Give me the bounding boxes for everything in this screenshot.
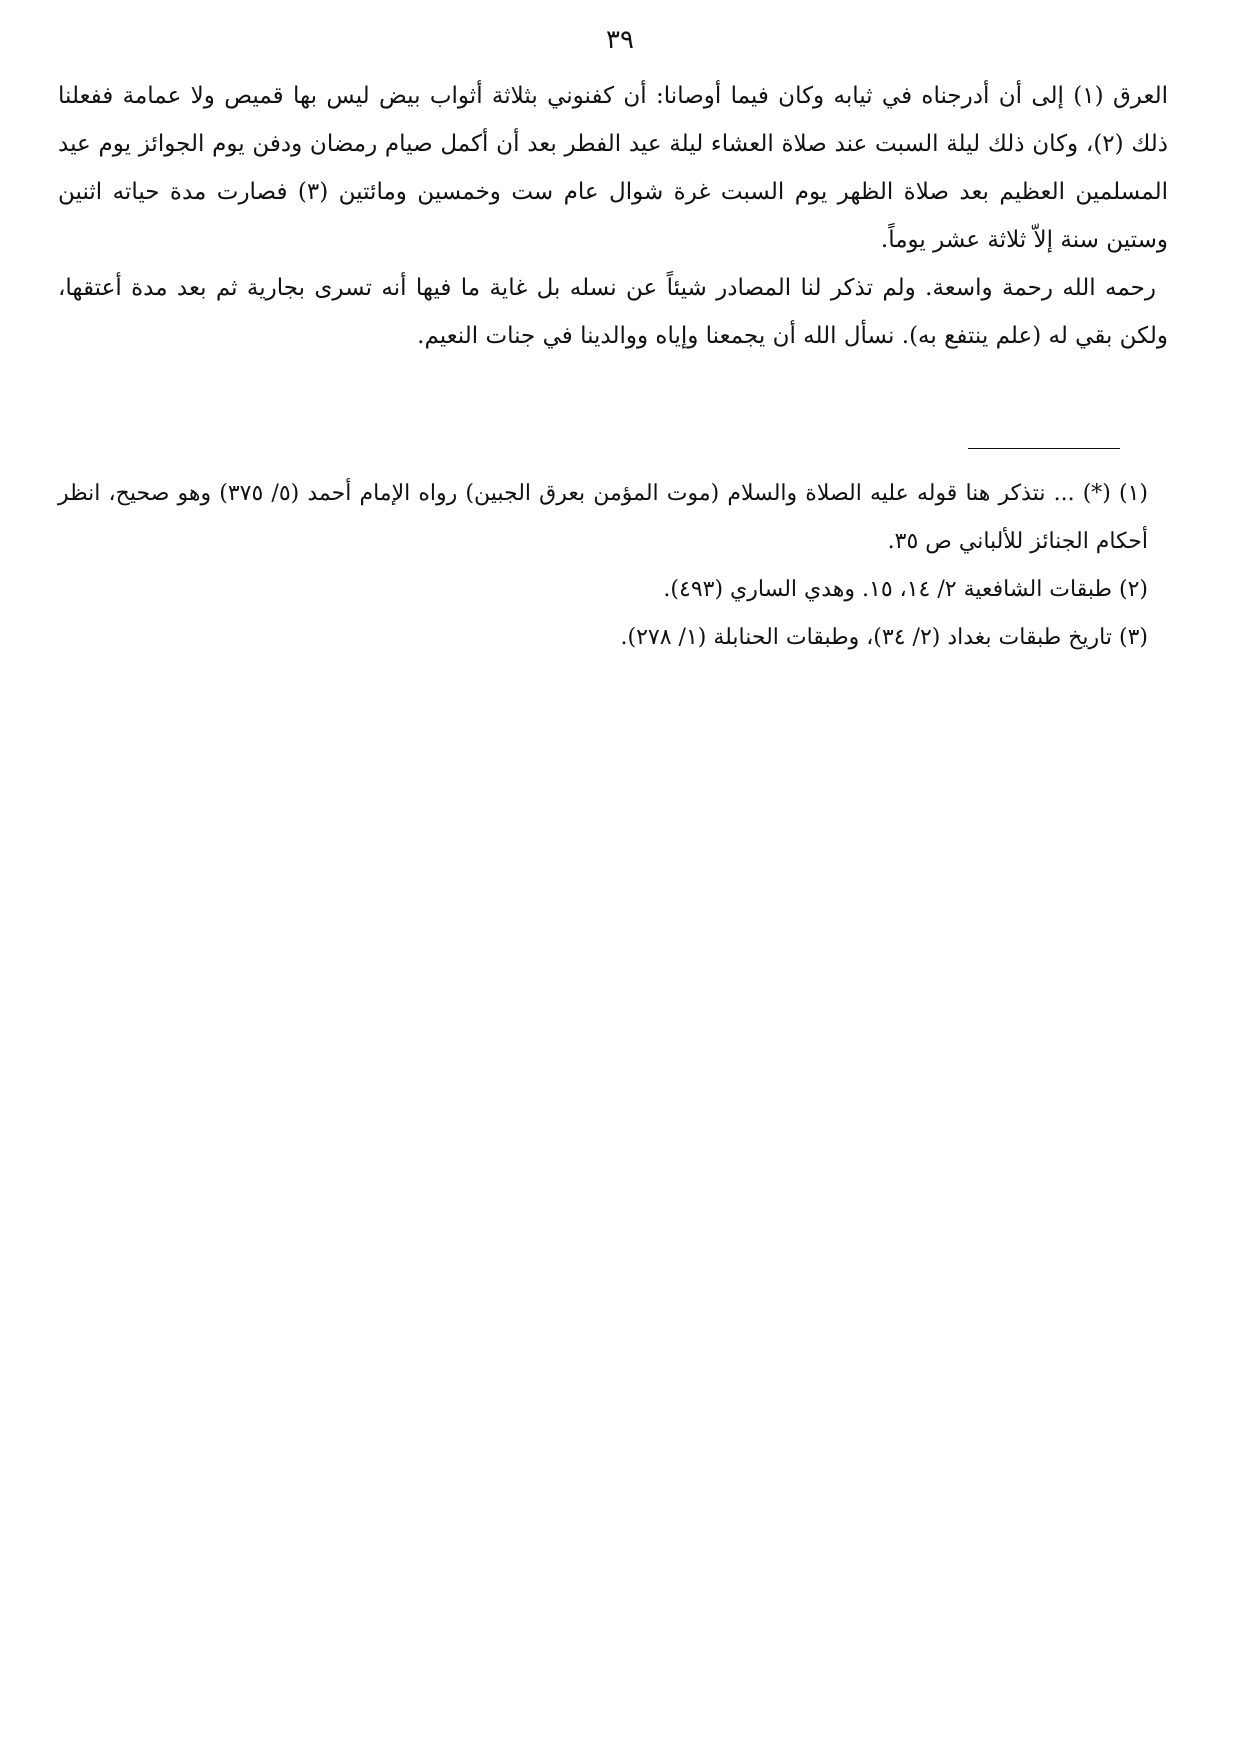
body-paragraph-1: العرق (١) إلى أن أدرجناه في ثيابه وكان فيما أوصانا: أن كفنوني بثلاثة أثواب بيض ليس بها قميص ولا عمامة ففعلنا ذلك (٢)، وكان ذلك ليلة السبت عند صلاة العشاء ليلة عيد الفطر بعد أن أكمل صيام رمضان ودفن يوم الجوائز يوم عيد المسلمين العظيم بعد صلاة الظهر يوم السبت غرة شوال عام ست وخمسين ومائتين (٣) فصارت مدة حياته اثنين وستين سنة إلاّ ثلاثة عشر يوماً. bbox=[58, 83, 1168, 253]
page-number: ٣٩ bbox=[606, 25, 634, 55]
footnote-separator bbox=[968, 448, 1120, 449]
footnote-1: (١) (*) ... نتذكر هنا قوله عليه الصلاة والسلام (موت المؤمن بعرق الجبين) رواه الإمام أحمد (٥/ ٣٧٥) وهو صحيح، انظر أحكام الجنائز للألباني ص ٣٥. bbox=[58, 481, 1148, 554]
footnote-2: (٢) طبقات الشافعية ٢/ ١٤، ١٥. وهدي الساري (٤٩٣). bbox=[663, 577, 1148, 602]
footnote-3: (٣) تاريخ طبقات بغداد (٢/ ٣٤)، وطبقات الحنابلة (١/ ٢٧٨). bbox=[620, 625, 1148, 650]
body-paragraph-2: رحمه الله رحمة واسعة. ولم تذكر لنا المصادر شيئاً عن نسله بل غاية ما فيها أنه تسرى بجارية ثم بعد مدة أعتقها، ولكن بقي له (علم ينتفع به). نسأل الله أن يجمعنا وإياه ووالدينا في جنات النعيم. bbox=[58, 275, 1168, 349]
footnotes bbox=[58, 470, 1168, 662]
main-text bbox=[58, 72, 1168, 360]
